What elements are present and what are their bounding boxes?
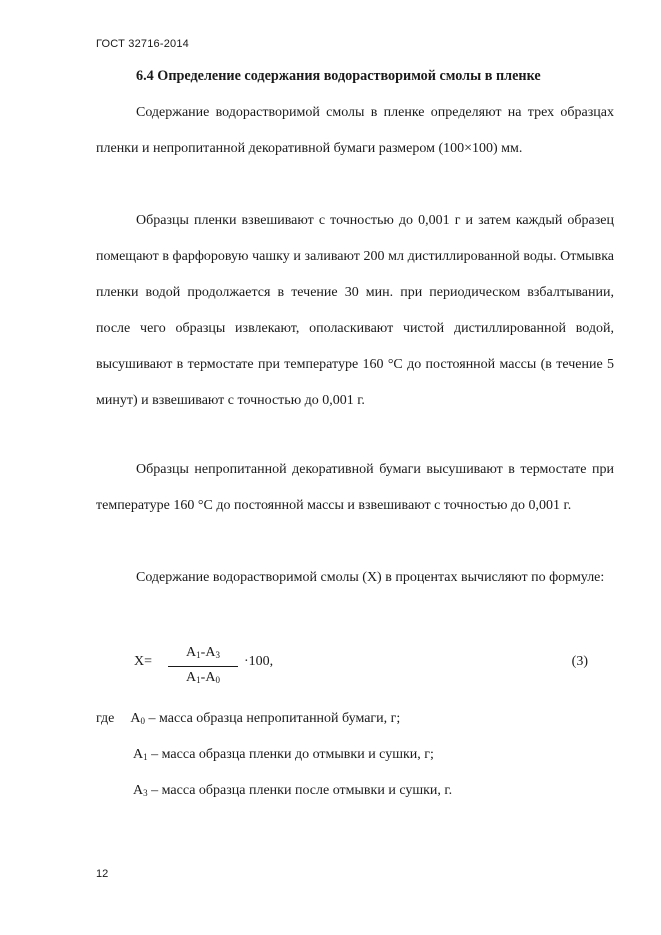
section-title: 6.4 Определение содержания водорастворимой смолы в пленке [136, 68, 541, 84]
paragraph-1-text: Содержание водорастворимой смолы в пленке определяют на трех образцах пленки и непропитанной декоративной бумаги размером (100×100) мм. [96, 105, 614, 156]
document-code: ГОСТ 32716-2014 [96, 38, 189, 50]
definition-lead: где [96, 711, 115, 726]
definition-a1: $A_1$ – масса образца пленки до отмывки и сушки, г; [133, 747, 434, 762]
formula-lhs: X= [134, 654, 153, 669]
paragraph-3-text: Образцы непропитанной декоративной бумаги высушивают в термостате при температуре 160 °C до постоянной массы и взвешивают с точностью до 0,001 г. [96, 462, 614, 513]
formula-multiplier: ·100, [244, 654, 274, 669]
paragraph-2-text: Образцы пленки взвешивают с точностью до 0,001 г и затем каждый образец помещают в фарфоровую чашку и заливают 200 мл дистиллированной воды. Отмывка пленки водой продолжается в течение 30 мин. при периодическом взбалтывании, после чего образцы извлекают, ополаскивают чистой дистиллированной водой, высушивают в термостате при температуре 160 °C до постоянной массы (в течение 5 минут) и взвешивают с точностью до 0,001 г. [96, 213, 614, 408]
formula-fraction [168, 644, 238, 689]
paragraph-4 [96, 560, 614, 596]
paragraph-3 [96, 452, 614, 524]
formula-number: (3) [571, 654, 588, 669]
formula-denominator: $A_1-A_0$ [186, 670, 220, 685]
definition-a0: где $A_0$ – масса образца непропитанной бумаги, г; [96, 711, 401, 726]
fraction-bar [168, 666, 238, 667]
paragraph-2 [96, 203, 614, 419]
definition-a3: $A_3$ – масса образца пленки после отмывки и сушки, г. [133, 783, 453, 798]
paragraph-4-text: Содержание водорастворимой смолы (X) в процентах вычисляют по формуле: [136, 570, 605, 585]
page-number: 12 [96, 868, 109, 880]
paragraph-1 [96, 95, 614, 167]
formula-numerator: $A_1-A_3$ [186, 645, 220, 660]
formula-3 [96, 640, 614, 684]
